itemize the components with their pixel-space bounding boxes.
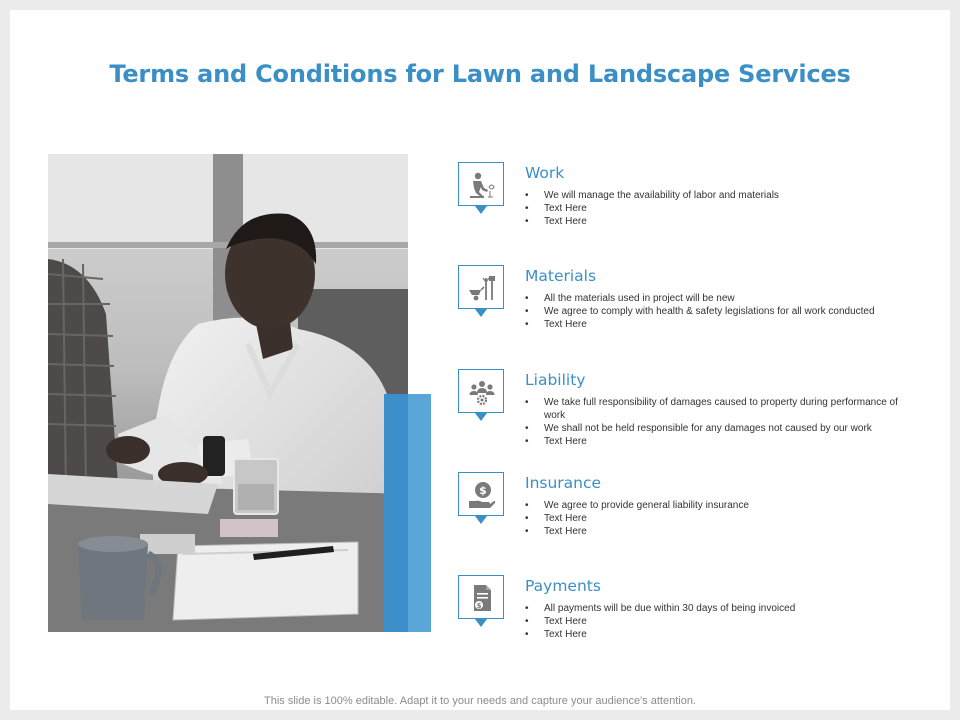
- list-item: • We agree to comply with health & safety legislations for all work conducted: [525, 305, 910, 318]
- payments-pointer: [475, 619, 487, 627]
- list-item: • We take full responsibility of damages caused to property during performance of work: [525, 396, 910, 422]
- hand-dollar-icon: [468, 481, 496, 509]
- list-item: • We will manage the availability of labor and materials: [525, 189, 910, 202]
- liability-bullets: [525, 396, 910, 448]
- payments-title: Payments: [525, 577, 601, 595]
- gardener-icon: [468, 171, 496, 199]
- list-item: • All payments will be due within 30 days of being invoiced: [525, 602, 910, 615]
- work-pointer: [475, 206, 487, 214]
- materials-pointer: [475, 309, 487, 317]
- materials-bullets: [525, 292, 910, 331]
- insurance-pointer: [475, 516, 487, 524]
- list-item: • Text Here: [525, 435, 910, 448]
- invoice-dollar-icon: [468, 584, 496, 612]
- materials-icon-box: [458, 265, 504, 309]
- list-item: • Text Here: [525, 512, 910, 525]
- accent-bar: [384, 394, 431, 632]
- list-item: • Text Here: [525, 628, 910, 641]
- list-item: • All the materials used in project will be new: [525, 292, 910, 305]
- list-item: • Text Here: [525, 202, 910, 215]
- team-gear-icon: [468, 378, 496, 406]
- svg-text:$: $: [479, 484, 487, 497]
- insurance-title: Insurance: [525, 474, 602, 492]
- list-item: • Text Here: [525, 525, 910, 538]
- accent-bar-highlight: [408, 394, 431, 632]
- list-item: • Text Here: [525, 318, 910, 331]
- work-title: Work: [525, 164, 565, 182]
- liability-pointer: [475, 413, 487, 421]
- materials-title: Materials: [525, 267, 597, 285]
- payments-bullets: [525, 602, 910, 641]
- list-item: • We agree to provide general liability insurance: [525, 499, 910, 512]
- insurance-icon-box: [458, 472, 504, 516]
- liability-icon-box: [458, 369, 504, 413]
- meeting-photo: [48, 154, 408, 632]
- list-item: • Text Here: [525, 615, 910, 628]
- payments-icon-box: [458, 575, 504, 619]
- garden-tools-icon: [468, 274, 496, 302]
- liability-title: Liability: [525, 371, 586, 389]
- insurance-bullets: [525, 499, 910, 538]
- slide-title: Terms and Conditions for Lawn and Landscape Services: [109, 60, 851, 88]
- list-item: • We shall not be held responsible for any damages not caused by our work: [525, 422, 910, 435]
- list-item: • Text Here: [525, 215, 910, 228]
- svg-text:$: $: [476, 602, 482, 610]
- work-bullets: [525, 189, 910, 228]
- footer-note: This slide is 100% editable. Adapt it to your needs and capture your audience's attention.: [264, 695, 696, 707]
- work-icon-box: [458, 162, 504, 206]
